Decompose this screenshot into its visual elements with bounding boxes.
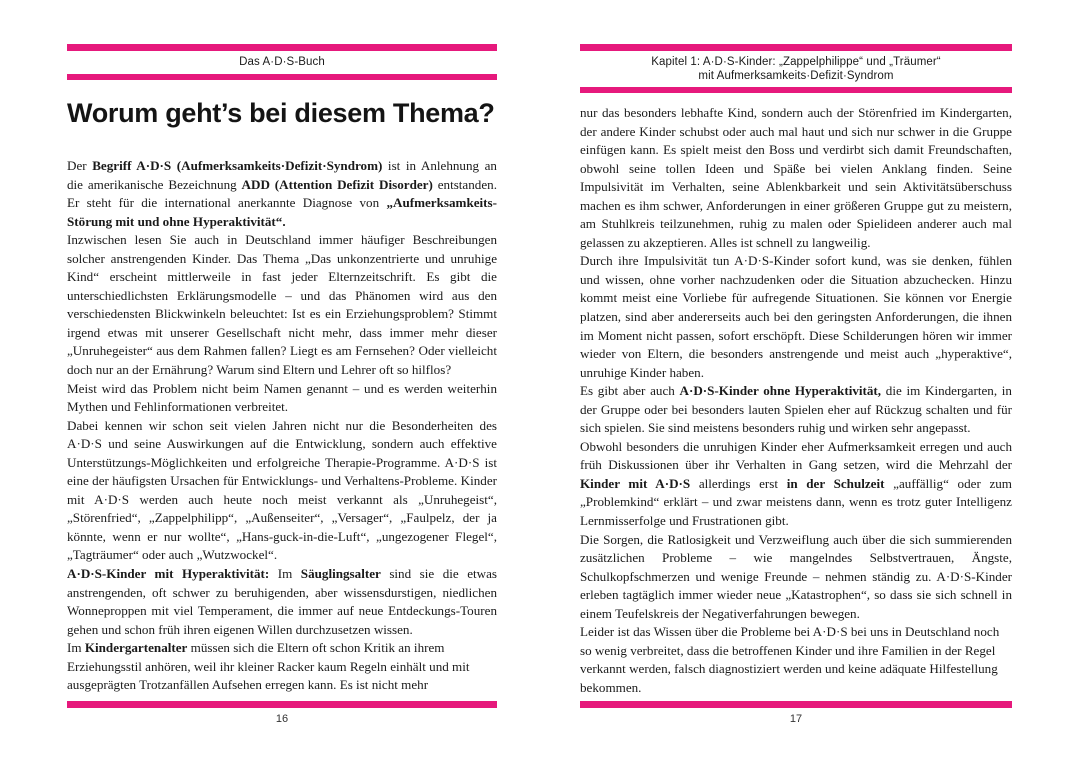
footer-left (67, 701, 497, 725)
footer-rule-left (67, 701, 497, 708)
paragraph: Leider ist das Wissen über die Probleme bei A·D·S bei uns in Deutschland noch so wenig verbreitet, dass die betroffenen Kinder und ihre Familien in der Regel verkannt werden, falsch diagnostiziert werden und keine adäquate Hilfestellung bekommen. (580, 624, 1000, 695)
page-right (540, 0, 1080, 767)
paragraph: Durch ihre Impulsivität tun A·D·S-Kinder sofort kund, was sie denken, fühlen und wissen, ohne vorher nachzudenken oder die Situation abzuchecken. Hinzu kommt meist eine Vorliebe für aufregende Situationen. Sie können vor Energie platzen, sind aber andererseits auch bei den geringsten Anforderungen, die ihnen im Moment nicht passen, sofort erschöpft. Diese Schilderungen hören wir immer wieder von Eltern, die besonders anstrengende und meist auch „hyperaktive“, unruhige Kinder haben. (580, 253, 1012, 380)
header-rule-bottom-left (67, 74, 497, 80)
page-number-left: 16 (275, 713, 289, 725)
paragraph: nur das besonders lebhafte Kind, sondern auch der Störenfried im Kindergarten, der andere Kinder schubst oder auch mal haut und sich nur schwer in die Gruppe einfügen kann. Es spielt meist den Boss und verdirbt sich damit Freundschaften, obwohl seine tollen Ideen und Späße bei vielen Anklang finden. Seine Impulsivität im Verhalten, seine Ablenkbarkeit und sein Aktivitätsüberschuss machen es ihm schwer, Anforderungen in einer größeren Gruppe gut zu meistern, am Stuhlkreis teilzunehmen, ruhig zu malen oder Spielideen anderer auch mal gelassen zu akzeptieren. Alles ist schnell zu langweilig. (580, 105, 1012, 250)
header-rule-top-left (67, 44, 497, 51)
paragraph: A·D·S-Kinder mit Hyperaktivität: Im Säuglingsalter sind sie die etwas anstrengenden, oft schwer zu beruhigenden, aber wissensdurstigen, niedlichen Wonneproppen mit viel Temperament, die immer auf neue Entdeckungs-Touren gehen und schon früh ihren eigenen Willen durchzusetzen wissen. (67, 566, 498, 637)
paragraph: Obwohl besonders die unruhigen Kinder eher Aufmerksamkeit erregen und auch früh Diskussionen über ihr Verhalten in Gang setzen, wird die Mehrzahl der Kinder mit A·D·S allerdings erst in der Schulzeit „auffällig“ oder zum „Problemkind“ erklärt – und zwar meistens dann, wenn es trotz guter Intelligenz Lernmisserfolge und Frustrationen gibt. (580, 438, 1012, 529)
body-text-right (580, 104, 1012, 698)
paragraph: Dabei kennen wir schon seit vielen Jahren nicht nur die Besonderheiten des A·D·S und seine Auswirkungen auf die Entwicklung, sondern auch effektive Unterstützungs-Möglichkeiten und erfolgreiche Therapie-Programme. A·D·S ist eine der häufigsten Ursachen für Entwicklungs- und Verhaltens-Probleme. Kinder mit A·D·S werden auch heute noch meist verkannt als „Unruhegeist“, „Störenfried“, „Zappelphilipp“, „Außenseiter“, „Versager“, „Faulpelz, der ja könnte, wenn er nur wollte“, „Hans-guck-in-die-Luft“, „ungezogener Flegel“, „Tagträumer“ oder auch „Wutzwockel“. (67, 417, 497, 563)
paragraph: Es gibt aber auch A·D·S-Kinder ohne Hyperaktivität, die im Kindergarten, in der Gruppe oder bei besonders lauten Spielen eher auf Rückzug schalten und für sich spielen. Sie sind meistens besonders ruhig und wirken sehr angepasst. (580, 383, 1012, 436)
paragraph: Der Begriff A·D·S (Aufmerksamkeits·Defizit·Syndrom) ist in Anlehnung an die amerikanische Bezeichnung ADD (Attention Defizit Disorder) entstanden. Er steht für die international anerkannte Diagnose von „Aufmerksamkeits-Störung mit und ohne Hyperaktivität“. (67, 158, 497, 229)
paragraph: Die Sorgen, die Ratlosigkeit und Verzweiflung auch über die sich summierenden zusätzlichen Probleme – wie mangelndes Selbstvertrauen, Ängste, Schulkopfschmerzen und wenige Freunde – nehmen ständig zu. A·D·S-Kinder erleben tagtäglich immer wieder neue „Katastrophen“, so dass sie sich schnell in einem Teufelskreis der Negativerfahrungen bewegen. (580, 531, 1012, 621)
footer-rule-right (580, 701, 1012, 708)
running-head-right (580, 44, 1012, 93)
page-number-right: 17 (789, 713, 803, 725)
footer-right (580, 701, 1012, 725)
running-head-right-text (580, 51, 1012, 87)
running-head-right-line2: mit Aufmerksamkeits·Defizit·Syndrom (698, 69, 894, 82)
running-head-left-text: Das A·D·S-Buch (239, 56, 325, 68)
header-rule-bottom-right (580, 87, 1012, 93)
chapter-title: Worum geht’s bei diesem Thema? (67, 98, 495, 128)
paragraph: Im Kindergartenalter müssen sich die Eltern oft schon Kritik an ihrem Erziehungsstil anhören, weil ihr kleiner Racker kaum Regeln einhält und mit ausgeprägten Trotzanfällen Aufsehen erregen kann. Es ist nicht mehr (67, 640, 470, 693)
header-rule-top-right (580, 44, 1012, 51)
running-head-right-line1: Kapitel 1: A·D·S-Kinder: „Zappelphilippe“ und „Träumer“ (651, 56, 941, 68)
paragraph: Meist wird das Problem nicht beim Namen genannt – und es werden weiterhin Mythen und Fehlinformationen verbreitet. (67, 380, 497, 415)
body-text-left (67, 157, 497, 695)
running-head-left (67, 44, 497, 80)
paragraph: Inzwischen lesen Sie auch in Deutschland immer häufiger Beschreibungen solcher anstrengenden Kinder. Das Thema „Das unkonzentrierte und unruhige Kind“ erscheint mittlerweile in fast jeder Elternzeitschrift. Es gibt die unterschiedlichsten Erklärungsmodelle – und das Phänomen wird aus den verschiedensten Blickwinkeln beleuchtet: Ist es ein Erziehungsproblem? Stimmt irgend etwas mit unserer Gesellschaft nicht mehr, dass immer mehr dieser „Unruhegeister“ aus dem Rahmen fallen? Liegt es am Fernsehen? Oder vielleicht doch nur an der Ernährung? Warum sind Eltern und Lehrer oft so hilflos? (67, 232, 497, 378)
